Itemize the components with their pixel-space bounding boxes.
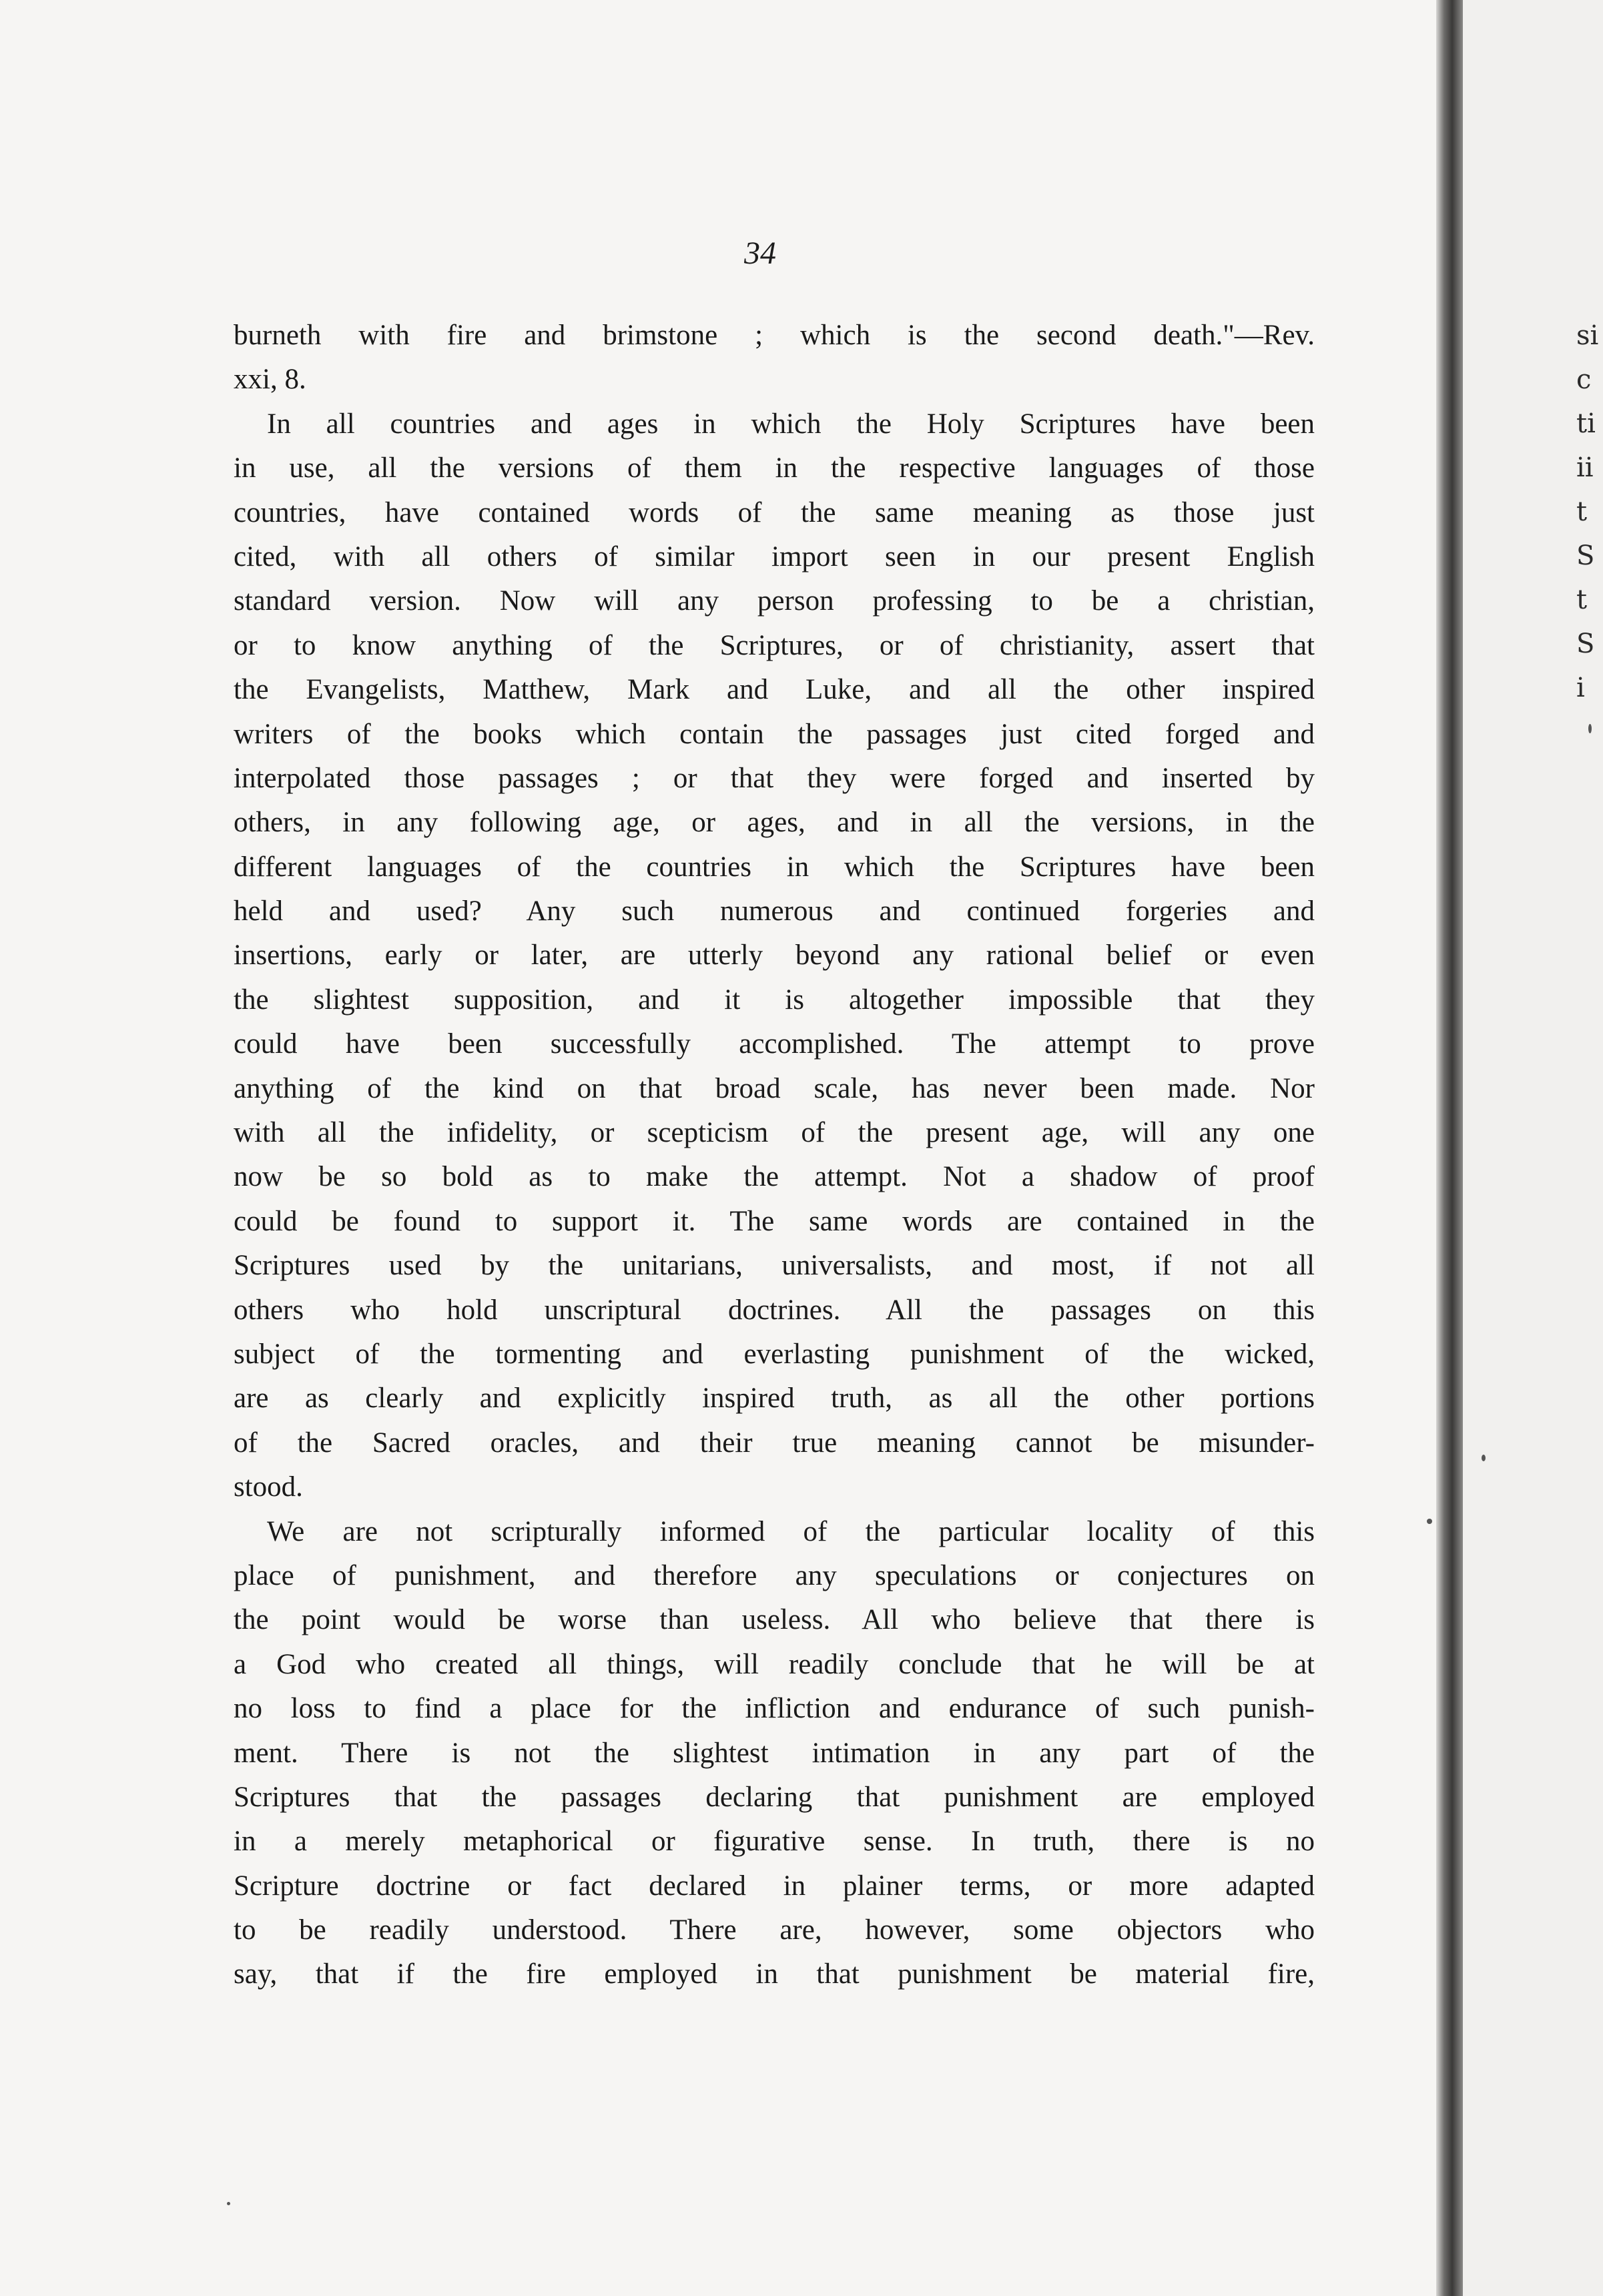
text-line: in use, all the versions of them in the respective languages of those — [234, 452, 1315, 484]
facing-fragment: S — [1576, 540, 1595, 571]
text-line: could be found to support it. The same words are contained in the — [234, 1205, 1315, 1237]
text-line: Scriptures used by the unitarians, universalists, and most, if not all — [234, 1250, 1315, 1282]
text-line: in a merely metaphorical or figurative sense. In truth, there is no — [234, 1826, 1315, 1858]
speck — [227, 2202, 230, 2205]
facing-fragment: ti — [1576, 408, 1596, 439]
text-line: others who hold unscriptural doctrines. All the passages on this — [234, 1294, 1315, 1326]
text-line: a God who created all things, will readily conclude that he will be at — [234, 1648, 1315, 1680]
binding-shadow — [1436, 0, 1463, 2296]
text-line: cited, with all others of similar import seen in our present English — [234, 540, 1315, 572]
facing-fragment: si — [1576, 320, 1599, 351]
speck — [1482, 1455, 1486, 1461]
text-line: with all the infidelity, or scepticism of the present age, will any one — [234, 1117, 1315, 1149]
speck — [1427, 1519, 1432, 1524]
text-line: place of punishment, and therefore any speculations or conjectures on — [234, 1559, 1315, 1591]
facing-fragment: c — [1576, 364, 1592, 395]
facing-fragment: t — [1576, 585, 1588, 615]
paragraph-first-line: In all countries and ages in which the Holy Scriptures have been — [267, 408, 1315, 440]
text-line: xxi, 8. — [234, 364, 306, 396]
text-line: different languages of the countries in which the Scriptures have been — [234, 851, 1315, 883]
facing-fragment: ii — [1576, 452, 1594, 483]
facing-fragment: S — [1576, 629, 1595, 659]
text-line: of the Sacred oracles, and their true meaning cannot be misunder- — [234, 1427, 1315, 1459]
text-line: writers of the books which contain the passages just cited forged and — [234, 718, 1315, 750]
facing-page-text — [1576, 314, 1603, 710]
paragraph-last-line: stood. — [234, 1471, 303, 1503]
text-line: the slightest supposition, and it is altogether impossible that they — [234, 984, 1315, 1016]
text-line: countries, have contained words of the same meaning as those just — [234, 496, 1315, 528]
text-line: Scripture doctrine or fact declared in plainer terms, or more adapted — [234, 1870, 1315, 1902]
facing-fragment: i — [1576, 673, 1585, 703]
text-line: to be readily understood. There are, however, some objectors who — [234, 1914, 1315, 1946]
text-line: or to know anything of the Scriptures, or of christianity, assert that — [234, 629, 1315, 661]
text-line: anything of the kind on that broad scale, has never been made. Nor — [234, 1072, 1315, 1104]
text-line: interpolated those passages ; or that they were forged and inserted by — [234, 762, 1315, 794]
text-line: say, that if the fire employed in that punishment be material fire, — [234, 1958, 1315, 1990]
text-line: insertions, early or later, are utterly beyond any rational belief or even — [234, 939, 1315, 972]
text-line: the Evangelists, Matthew, Mark and Luke, and all the other inspired — [234, 674, 1315, 706]
text-line: the point would be worse than useless. All who believe that there is — [234, 1604, 1315, 1636]
body-text — [234, 314, 1315, 1997]
text-line: no loss to find a place for the infliction and endurance of such punish- — [234, 1693, 1315, 1725]
page-number: 34 — [744, 236, 776, 271]
text-line: standard version. Now will any person professing to be a christian, — [234, 585, 1315, 617]
text-line: burneth with fire and brimstone ; which is the second death."—Rev. — [234, 320, 1315, 351]
text-line: could have been successfully accomplished. The attempt to prove — [234, 1028, 1315, 1060]
text-line: held and used? Any such numerous and continued forgeries and — [234, 895, 1315, 927]
text-line: ment. There is not the slightest intimation in any part of the — [234, 1737, 1315, 1769]
text-line: subject of the tormenting and everlasting punishment of the wicked, — [234, 1338, 1315, 1370]
text-line: now be so bold as to make the attempt. Not a shadow of proof — [234, 1161, 1315, 1193]
paragraph-first-line: We are not scripturally informed of the particular locality of this — [267, 1515, 1315, 1547]
speck — [1588, 724, 1592, 733]
text-line: others, in any following age, or ages, and in all the versions, in the — [234, 807, 1315, 839]
text-line: are as clearly and explicitly inspired truth, as all the other portions — [234, 1383, 1315, 1415]
facing-fragment: t — [1576, 496, 1588, 527]
text-line: Scriptures that the passages declaring that punishment are employed — [234, 1781, 1315, 1813]
